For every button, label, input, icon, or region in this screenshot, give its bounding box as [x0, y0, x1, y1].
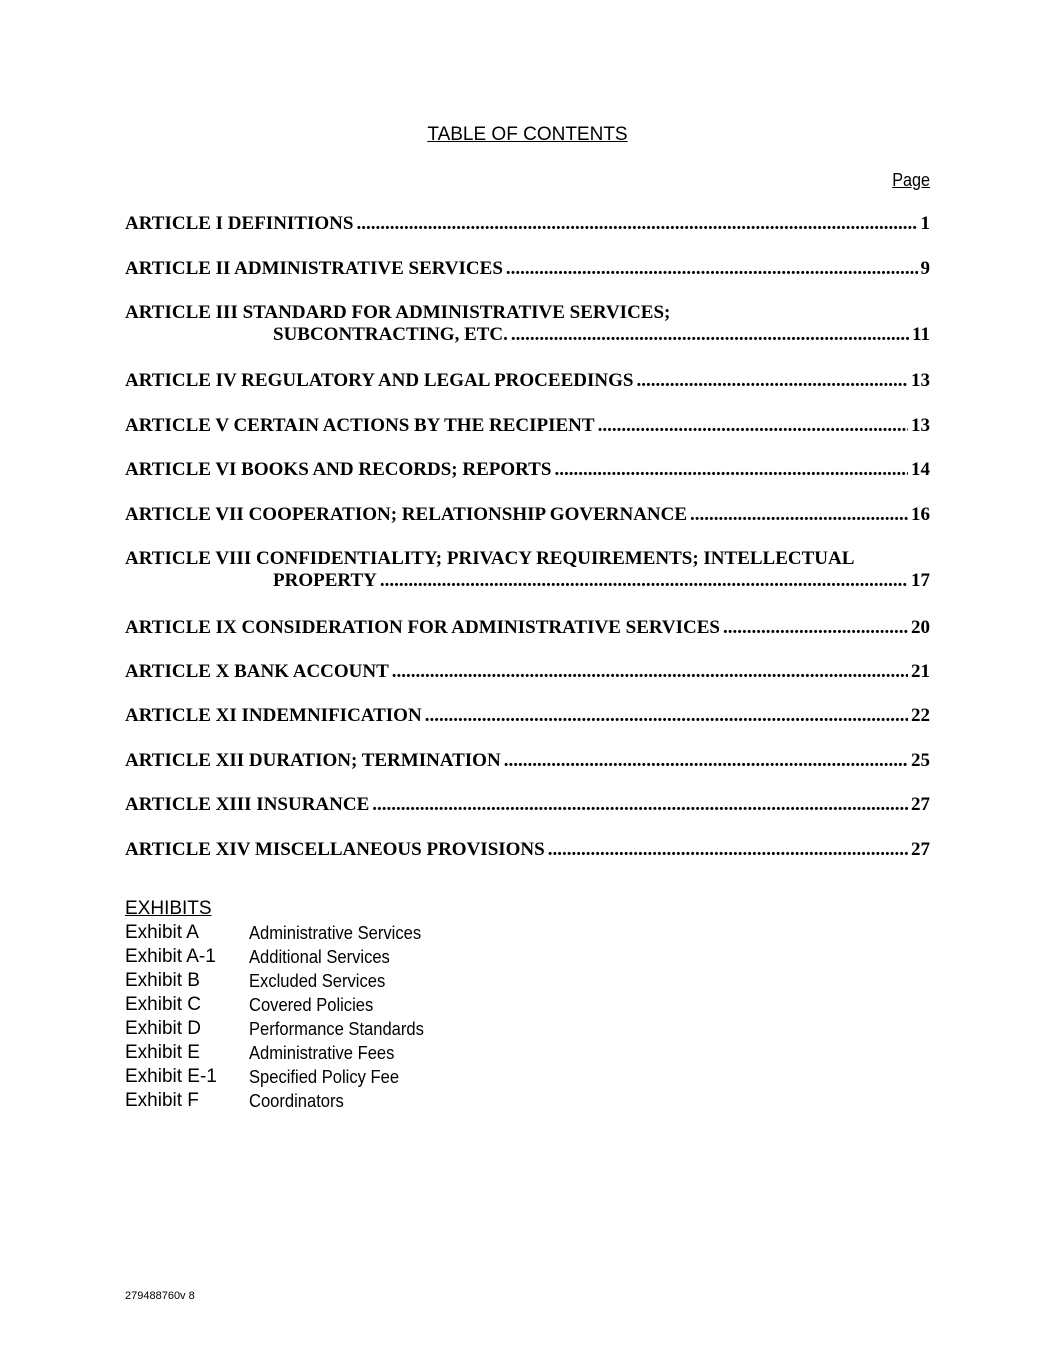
toc-entry[interactable] — [125, 213, 930, 235]
dot-leader — [356, 213, 917, 235]
exhibit-item — [125, 1089, 439, 1113]
dot-leader — [504, 750, 908, 772]
toc-entry[interactable] — [125, 661, 930, 683]
toc-page-number: 27 — [911, 839, 930, 860]
dot-leader — [723, 617, 908, 639]
toc-entry-title: ARTICLE X BANK ACCOUNT — [125, 661, 389, 682]
exhibit-description: Covered Policies — [249, 995, 374, 1015]
page-column-header: Page — [892, 170, 930, 190]
exhibit-item — [125, 993, 439, 1017]
toc-entry-title-cont: PROPERTY — [273, 570, 377, 591]
dot-leader — [392, 661, 908, 683]
exhibit-item — [125, 1017, 439, 1041]
toc-page-number: 17 — [911, 570, 930, 591]
dot-leader — [554, 459, 908, 481]
toc-entry-title-cont: SUBCONTRACTING, ETC. — [273, 324, 508, 345]
toc-entry-title: ARTICLE VI BOOKS AND RECORDS; REPORTS — [125, 459, 552, 480]
exhibit-description: Excluded Services — [249, 971, 386, 991]
exhibit-item — [125, 921, 439, 945]
toc-entry-title: ARTICLE VII COOPERATION; RELATIONSHIP GOVERNANCE — [125, 504, 688, 525]
toc-entry-title: ARTICLE II ADMINISTRATIVE SERVICES — [125, 258, 503, 279]
exhibit-description: Performance Standards — [249, 1019, 424, 1039]
exhibit-description: Administrative Services — [249, 923, 422, 943]
exhibit-item — [125, 945, 439, 969]
toc-entry-title: ARTICLE IV REGULATORY AND LEGAL PROCEEDINGS — [125, 370, 634, 391]
toc-title: TABLE OF CONTENTS — [427, 124, 628, 145]
dot-leader — [425, 705, 908, 727]
toc-page-number: 13 — [911, 415, 930, 436]
exhibit-label: Exhibit A-1 — [125, 946, 216, 967]
toc-page-number: 9 — [920, 258, 930, 279]
exhibit-label: Exhibit B — [125, 970, 200, 991]
exhibit-label: Exhibit E-1 — [125, 1066, 217, 1087]
toc-entry[interactable] — [125, 459, 930, 481]
toc-page-number: 25 — [911, 750, 930, 771]
exhibit-label: Exhibit D — [125, 1018, 202, 1039]
dot-leader — [511, 324, 909, 346]
toc-entry-title: ARTICLE XII DURATION; TERMINATION — [125, 750, 501, 771]
toc-page-number: 11 — [912, 324, 930, 345]
toc-page-number: 16 — [911, 504, 930, 525]
dot-leader — [372, 794, 908, 816]
dot-leader — [598, 415, 908, 437]
toc-entry-title: ARTICLE XI INDEMNIFICATION — [125, 705, 422, 726]
exhibits-section — [125, 897, 439, 1113]
document-id: 279488760v 8 — [125, 1290, 195, 1302]
toc-entry[interactable] — [125, 750, 930, 772]
toc-entry[interactable] — [125, 302, 930, 346]
exhibit-label: Exhibit A — [125, 922, 199, 943]
toc-page-number: 20 — [911, 617, 930, 638]
exhibits-heading: EXHIBITS — [125, 898, 212, 919]
toc-page-number: 13 — [911, 370, 930, 391]
exhibit-label: Exhibit C — [125, 994, 202, 1015]
dot-leader — [380, 570, 908, 592]
exhibit-description: Coordinators — [249, 1091, 344, 1111]
dot-leader — [548, 839, 908, 861]
toc-page-number: 14 — [911, 459, 930, 480]
exhibit-item — [125, 1041, 439, 1065]
exhibit-item — [125, 969, 439, 993]
toc-entry[interactable] — [125, 504, 930, 526]
toc-entry[interactable] — [125, 839, 930, 861]
toc-page-number: 21 — [911, 661, 930, 682]
toc-entry-title: ARTICLE V CERTAIN ACTIONS BY THE RECIPIENT — [125, 415, 595, 436]
exhibit-description: Specified Policy Fee — [249, 1067, 400, 1087]
dot-leader — [506, 258, 918, 280]
dot-leader — [636, 370, 908, 392]
dot-leader — [690, 504, 908, 526]
toc-entry[interactable] — [125, 705, 930, 727]
toc-entry-title: ARTICLE VIII CONFIDENTIALITY; PRIVACY REQUIREMENTS; INTELLECTUAL — [125, 548, 855, 569]
toc-entry[interactable] — [125, 617, 930, 639]
toc-page-number: 1 — [920, 213, 930, 234]
exhibit-description: Additional Services — [249, 947, 390, 967]
toc-entry[interactable] — [125, 548, 930, 592]
toc-entry[interactable] — [125, 415, 930, 437]
exhibit-item — [125, 1065, 439, 1089]
toc-entry-title: ARTICLE IX CONSIDERATION FOR ADMINISTRATIVE SERVICES — [125, 617, 720, 638]
toc-entry-title: ARTICLE III STANDARD FOR ADMINISTRATIVE SERVICES; — [125, 302, 671, 323]
toc-entry[interactable] — [125, 794, 930, 816]
toc-entry-title: ARTICLE I DEFINITIONS — [125, 213, 354, 234]
exhibit-label: Exhibit F — [125, 1090, 199, 1111]
toc-page-number: 22 — [911, 705, 930, 726]
toc-entry[interactable] — [125, 370, 930, 392]
toc-entry-title: ARTICLE XIV MISCELLANEOUS PROVISIONS — [125, 839, 545, 860]
toc-entry-title: ARTICLE XIII INSURANCE — [125, 794, 370, 815]
toc-page-number: 27 — [911, 794, 930, 815]
exhibit-label: Exhibit E — [125, 1042, 200, 1063]
toc-entry[interactable] — [125, 258, 930, 280]
exhibit-description: Administrative Fees — [249, 1043, 395, 1063]
